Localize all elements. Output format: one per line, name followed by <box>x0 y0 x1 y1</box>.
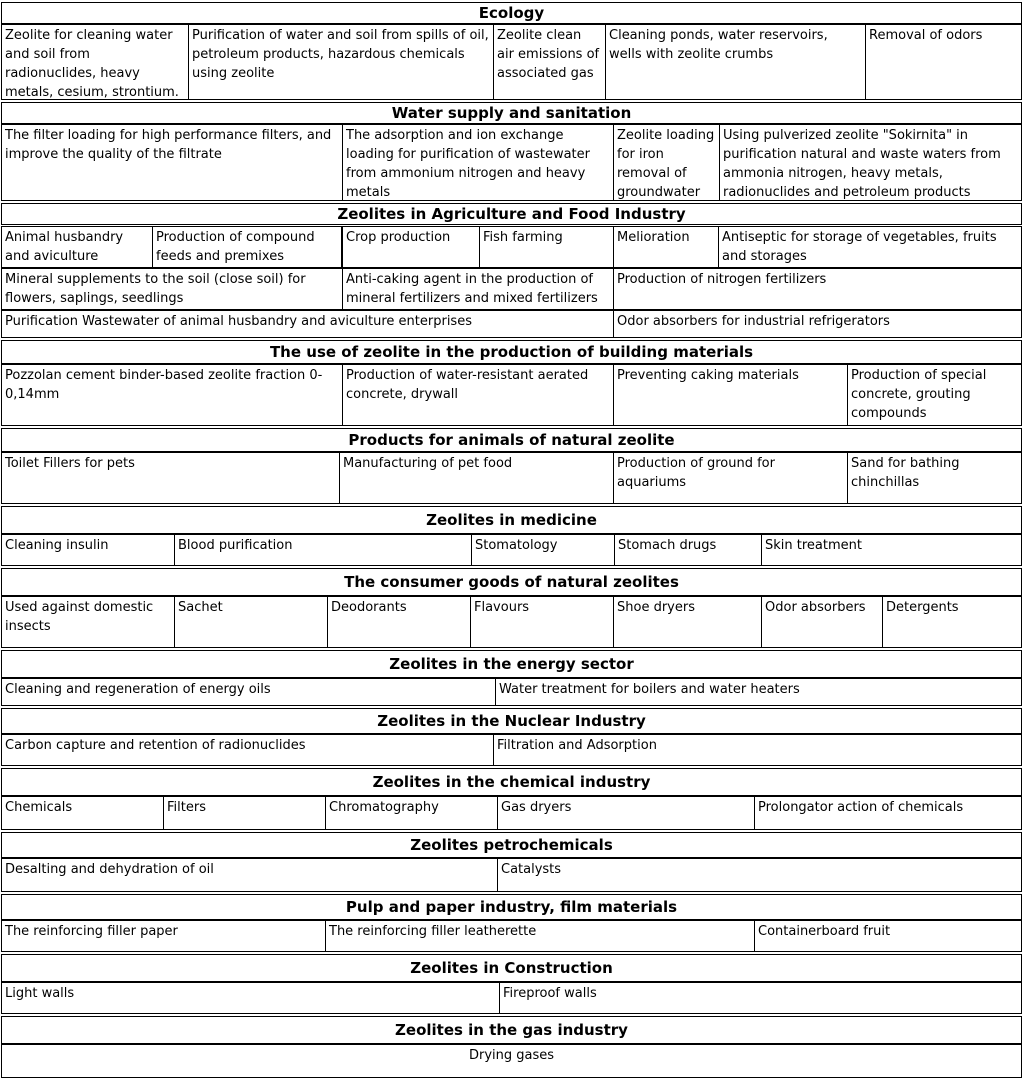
table-cell: Containerboard fruit <box>754 920 1022 952</box>
table-cell: Using pulverized zeolite "Sokirnita" in purification natural and waste waters from ammonia nitrogen, heavy metals, radionuclides and petroleum products <box>719 124 1022 201</box>
table-cell: Toilet Fillers for pets <box>1 452 341 504</box>
table-cell: Light walls <box>1 982 501 1014</box>
section-header-products-for-animals-of-natural-zeolite: Products for animals of natural zeolite <box>1 428 1022 452</box>
table-cell: Sachet <box>174 596 328 648</box>
section-header-water-supply-and-sanitation: Water supply and sanitation <box>1 102 1022 124</box>
table-cell: Melioration <box>613 226 719 268</box>
table-cell: Preventing caking materials <box>613 364 848 426</box>
table-cell: Catalysts <box>497 858 1022 892</box>
table-cell: Stomatology <box>471 534 615 566</box>
table-cell: Skin treatment <box>761 534 1022 566</box>
section-header-the-use-of-zeolite-in-the-production-of-building-materials: The use of zeolite in the production of building materials <box>1 340 1022 364</box>
table-cell: Cleaning and regeneration of energy oils <box>1 678 496 706</box>
table-cell: Production of compound feeds and premixes <box>152 226 342 268</box>
section-header-zeolites-in-medicine: Zeolites in medicine <box>1 506 1022 534</box>
table-cell: Antiseptic for storage of vegetables, fruits and storages <box>718 226 1022 268</box>
section-header-zeolites-in-the-chemical-industry: Zeolites in the chemical industry <box>1 768 1022 796</box>
table-cell: Filtration and Adsorption <box>493 734 1022 766</box>
table-cell: Filters <box>163 796 326 830</box>
table-cell: Odor absorbers for industrial refrigerators <box>613 310 1022 338</box>
table-cell: Carbon capture and retention of radionuclides <box>1 734 495 766</box>
table-cell: Production of water-resistant aerated concrete, drywall <box>342 364 614 426</box>
table-cell: The filter loading for high performance filters, and improve the quality of the filtrate <box>1 124 343 201</box>
table-cell: Prolongator action of chemicals <box>754 796 1022 830</box>
table-cell: Removal of odors <box>865 24 1022 100</box>
section-header-zeolites-in-the-gas-industry: Zeolites in the gas industry <box>1 1016 1022 1044</box>
table-cell: Drying gases <box>1 1044 1022 1078</box>
table-cell: Sand for bathing chinchillas <box>847 452 1022 504</box>
table-cell: The adsorption and ion exchange loading for purification of wastewater from ammonium nitrogen and heavy metals <box>342 124 614 201</box>
table-cell: Zeolite clean air emissions of associated gas <box>493 24 606 100</box>
table-cell: Production of nitrogen fertilizers <box>613 268 1022 310</box>
table-cell: Anti-caking agent in the production of mineral fertilizers and mixed fertilizers <box>342 268 614 310</box>
table-cell: Used against domestic insects <box>1 596 175 648</box>
table-cell: Mineral supplements to the soil (close soil) for flowers, saplings, seedlings <box>1 268 343 310</box>
table-cell: Fireproof walls <box>499 982 1022 1014</box>
table-cell: Manufacturing of pet food <box>339 452 614 504</box>
section-header-zeolites-in-agriculture-and-food-industry: Zeolites in Agriculture and Food Industry <box>1 203 1022 225</box>
table-cell: Odor absorbers <box>761 596 883 648</box>
table-cell: Production of special concrete, grouting compounds <box>847 364 1022 426</box>
table-cell: Cleaning insulin <box>1 534 175 566</box>
table-cell: The reinforcing filler leatherette <box>325 920 755 952</box>
table-cell: Blood purification <box>174 534 472 566</box>
table-cell: Deodorants <box>327 596 471 648</box>
table-cell: Chromatography <box>325 796 498 830</box>
table-cell: Purification of water and soil from spills of oil, petroleum products, hazardous chemicals using zeolite <box>188 24 494 100</box>
section-header-zeolites-in-construction: Zeolites in Construction <box>1 954 1022 982</box>
section-header-zeolites-in-the-energy-sector: Zeolites in the energy sector <box>1 650 1022 678</box>
table-cell: Detergents <box>882 596 1022 648</box>
section-header-zeolites-petrochemicals: Zeolites petrochemicals <box>1 832 1022 858</box>
table-cell: Cleaning ponds, water reservoirs, wells with zeolite crumbs <box>605 24 866 100</box>
section-header-pulp-and-paper-industry-film-materials: Pulp and paper industry, film materials <box>1 894 1022 920</box>
table-cell: Production of ground for aquariums <box>613 452 848 504</box>
table-cell: Fish farming <box>479 226 614 268</box>
table-cell: Chemicals <box>1 796 165 830</box>
table-cell: Zeolite for cleaning water and soil from radionuclides, heavy metals, cesium, strontium. <box>1 24 189 100</box>
table-cell: Water treatment for boilers and water heaters <box>495 678 1022 706</box>
table-cell: Zeolite loading for iron removal of groundwater <box>613 124 720 201</box>
table-cell: Desalting and dehydration of oil <box>1 858 499 892</box>
table-cell: Stomach drugs <box>614 534 762 566</box>
table-cell: Pozzolan cement binder-based zeolite fraction 0-0,14mm <box>1 364 343 426</box>
table-cell: Flavours <box>470 596 614 648</box>
section-header-the-consumer-goods-of-natural-zeolites: The consumer goods of natural zeolites <box>1 568 1022 596</box>
table-cell: Crop production <box>342 226 480 268</box>
table-cell: Gas dryers <box>497 796 755 830</box>
section-header-zeolites-in-the-nuclear-industry: Zeolites in the Nuclear Industry <box>1 708 1022 734</box>
table-cell: Purification Wastewater of animal husbandry and aviculture enterprises <box>1 310 614 338</box>
table-cell: Animal husbandry and aviculture <box>1 226 153 268</box>
table-cell: Shoe dryers <box>613 596 762 648</box>
table-cell: The reinforcing filler paper <box>1 920 327 952</box>
section-header-ecology: Ecology <box>1 2 1022 24</box>
